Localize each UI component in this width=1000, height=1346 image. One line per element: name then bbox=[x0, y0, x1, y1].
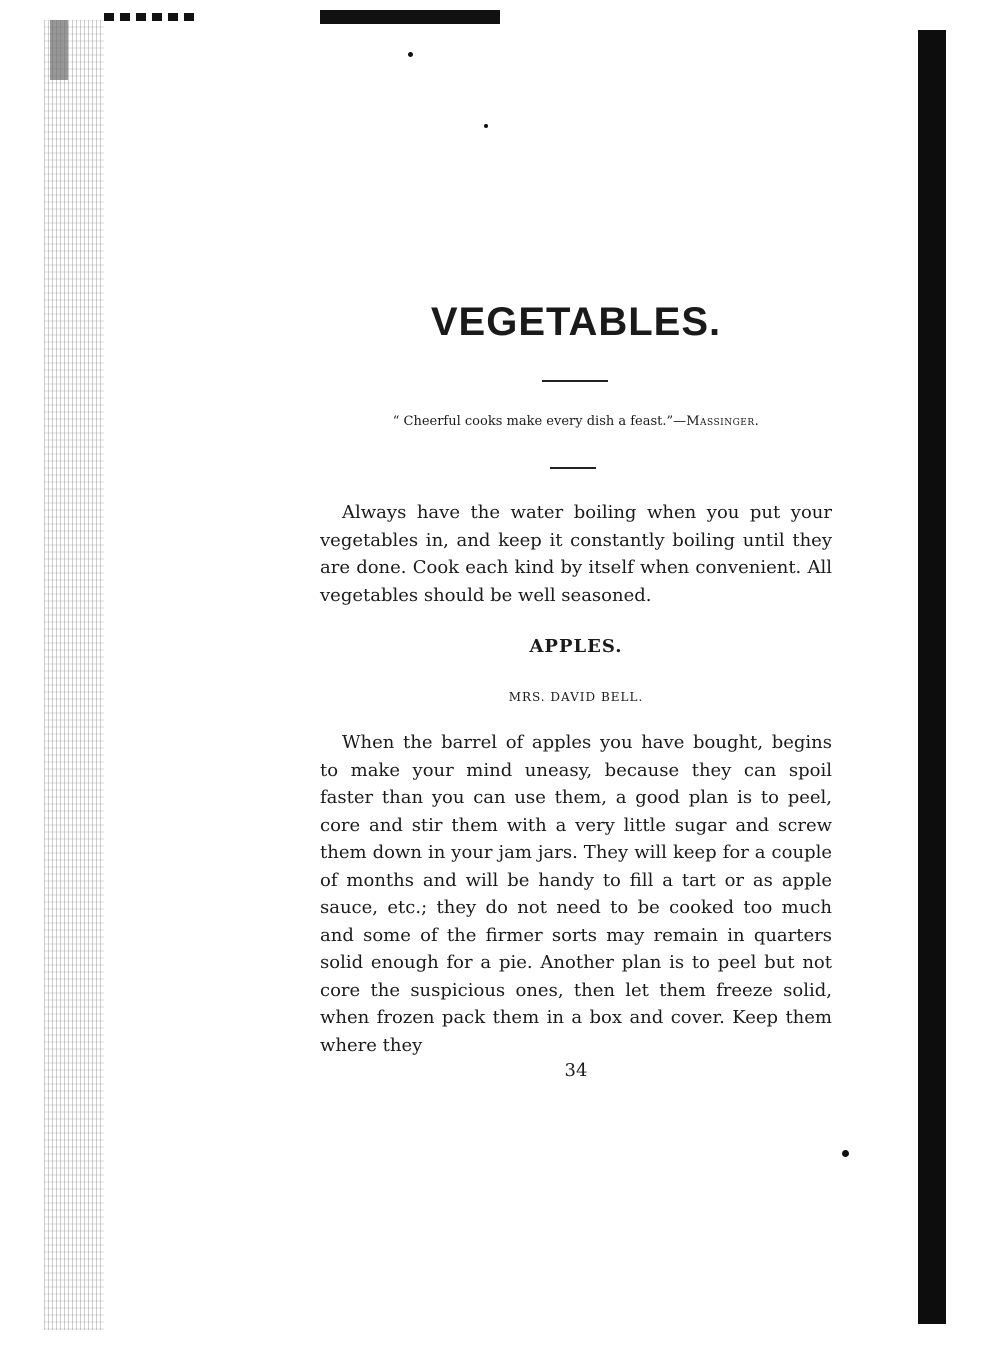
scan-speck bbox=[408, 52, 413, 57]
scan-speck bbox=[484, 124, 488, 128]
scan-binding-edge bbox=[44, 20, 104, 1330]
section-heading: APPLES. bbox=[529, 636, 623, 657]
scan-top-marks bbox=[104, 13, 194, 21]
epigraph-rule bbox=[550, 467, 596, 469]
title-rule bbox=[542, 380, 608, 382]
scan-top-bar bbox=[320, 10, 500, 24]
scan-binding-shadow bbox=[50, 20, 68, 80]
scan-speck bbox=[842, 1150, 849, 1157]
epigraph-quote: “ Cheerful cooks make every dish a feast.”— bbox=[392, 414, 687, 429]
page-title: VEGETABLES. bbox=[430, 300, 722, 344]
intro-paragraph: Always have the water boiling when you put your vegetables in, and keep it constantly boiling until they are done. Cook each kind by itself when convenient. All vegetables should be well seasoned. bbox=[320, 502, 832, 606]
page-number: 34 bbox=[564, 1060, 588, 1081]
scan-right-edge-bar bbox=[918, 30, 946, 1324]
section-paragraph: When the barrel of apples you have bought, begins to make your mind uneasy, because they can spoil faster than you can use them, a good plan is to peel, core and stir them with a very little sugar and screw them down in your jam jars. They will keep for a couple of months and will be handy to fill a tart or as apple sauce, etc.; they do not need to be cooked too much and some of the firmer sorts may remain in quarters solid enough for a pie. Another plan is to peel but not core the suspicious ones, then let them freeze solid, when frozen pack them in a box and cover. Keep them where they bbox=[320, 732, 832, 1056]
epigraph bbox=[320, 414, 832, 429]
section-byline: MRS. DAVID BELL. bbox=[508, 690, 644, 704]
epigraph-author: Massinger. bbox=[686, 414, 760, 429]
